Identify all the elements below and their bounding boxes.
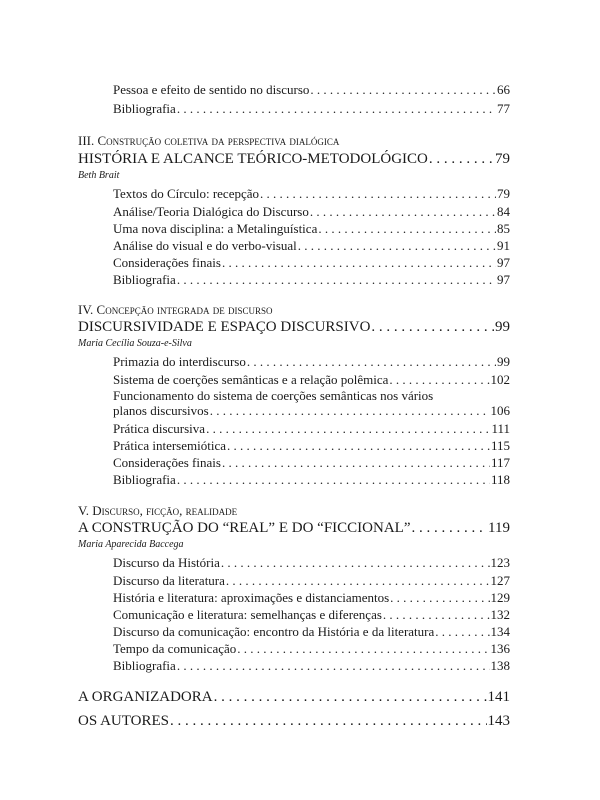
entry-title: A ORGANIZADORA [78, 689, 213, 705]
chapter-title-entry [78, 150, 510, 168]
entry-page: 106 [490, 403, 510, 418]
dot-leader [177, 472, 490, 488]
entry-page: 97 [497, 272, 510, 287]
entry-title: Comunicação e literatura: semelhanças e diferenças [113, 607, 382, 622]
section-subtitle: Construção coletiva da perspectiva dialógica [97, 133, 340, 148]
dot-leader [206, 421, 490, 437]
toc-entry [113, 238, 510, 254]
toc-entry [113, 204, 510, 220]
entry-title: Discurso da comunicação: encontro da História e da literatura [113, 624, 435, 639]
dot-leader [170, 712, 487, 730]
entry-page: 129 [490, 590, 510, 605]
entry-page: 99 [497, 354, 510, 369]
entry-title-line1: Funcionamento do sistema de coerções semânticas nos vários [113, 388, 434, 403]
toc-entry [113, 590, 510, 606]
entry-title: Análise/Teoria Dialógica do Discurso [113, 204, 309, 219]
dot-leader [222, 255, 496, 271]
toc-entry [113, 607, 510, 623]
chapter-title-entry [78, 519, 510, 537]
dot-leader [177, 658, 490, 674]
chapter-title: HISTÓRIA E ALCANCE TEÓRICO-METODOLÓGICO [78, 151, 428, 167]
entry-title: OS AUTORES [78, 713, 169, 729]
entry-title: Discurso da História [113, 555, 220, 570]
dot-leader [210, 403, 490, 419]
dot-leader [435, 624, 489, 640]
section-number: IV. [78, 302, 94, 317]
entry-page: 115 [490, 438, 510, 453]
dot-leader [411, 519, 487, 537]
toc-entry [113, 555, 510, 571]
toc-entry [113, 641, 510, 657]
entry-page: 143 [487, 713, 510, 729]
entry-page: 138 [490, 658, 510, 673]
entry-page: 132 [490, 607, 510, 622]
toc-entry [113, 186, 510, 202]
toc-entry [113, 221, 510, 237]
dot-leader [177, 272, 496, 288]
dot-leader [247, 354, 496, 370]
entry-title: Análise do visual e do verbo-visual [113, 238, 297, 253]
dot-leader [371, 318, 494, 336]
toc-entry [113, 624, 510, 640]
entry-title: Primazia do interdiscurso [113, 354, 246, 369]
entry-title: Bibliografia [113, 272, 176, 287]
chapter-author: Beth Brait [78, 170, 120, 181]
entry-page: 141 [487, 689, 510, 705]
entry-page: 123 [490, 555, 510, 570]
toc-entry [113, 255, 510, 271]
dot-leader [177, 101, 496, 117]
dot-leader [222, 455, 490, 471]
entry-page: 102 [490, 372, 510, 387]
toc-entry [113, 421, 510, 437]
dot-leader [221, 555, 490, 571]
entry-page: 117 [490, 455, 510, 470]
entry-page: 134 [490, 624, 510, 639]
toc-entry [113, 455, 510, 471]
entry-title: Bibliografia [113, 101, 176, 116]
dot-leader [227, 438, 490, 454]
entry-title: Considerações finais [113, 455, 221, 470]
entry-page: 79 [495, 151, 510, 167]
dot-leader [310, 204, 496, 220]
entry-page: 66 [497, 82, 510, 97]
dot-leader [310, 82, 496, 98]
toc-entry [113, 354, 510, 370]
entry-title: Prática discursiva [113, 421, 206, 436]
chapter-author: Maria Cecília Souza-e-Silva [78, 338, 192, 349]
section-subtitle: Concepção integrada de discurso [96, 302, 273, 317]
section-number: V. [78, 503, 89, 518]
entry-title: Prática intersemiótica [113, 438, 226, 453]
dot-leader [226, 573, 490, 589]
toc-entry [113, 101, 510, 117]
entry-title: planos discursivos [113, 403, 209, 418]
toc-entry [113, 472, 510, 488]
section-number: III. [78, 133, 95, 148]
dot-leader [214, 688, 487, 706]
dot-leader [298, 238, 496, 254]
entry-page: 99 [495, 319, 510, 335]
entry-page: 84 [497, 204, 510, 219]
entry-page: 118 [490, 472, 510, 487]
toc-entry [113, 82, 510, 98]
dot-leader [383, 607, 490, 623]
entry-title: Considerações finais [113, 255, 221, 270]
entry-page: 111 [491, 421, 510, 436]
dot-leader [390, 590, 489, 606]
entry-title: Bibliografia [113, 658, 176, 673]
entry-title: Tempo da comunicação [113, 641, 237, 656]
entry-page: 97 [497, 255, 510, 270]
toc-entry-authors [78, 712, 510, 730]
entry-title: Textos do Círculo: recepção [113, 186, 260, 201]
entry-page: 127 [490, 573, 510, 588]
toc-entry [113, 438, 510, 454]
section-heading [78, 503, 237, 519]
entry-page: 119 [488, 520, 510, 536]
section-subtitle: Discurso, ficção, realidade [92, 503, 238, 518]
chapter-title: A CONSTRUÇÃO DO “REAL” E DO “FICCIONAL” [78, 520, 411, 536]
toc-entry [113, 573, 510, 589]
chapter-author: Maria Aparecida Baccega [78, 539, 184, 550]
dot-leader [237, 641, 489, 657]
dot-leader [318, 221, 496, 237]
section-heading [78, 133, 339, 149]
section-heading [78, 302, 272, 318]
dot-leader [429, 150, 494, 168]
entry-page: 77 [497, 101, 510, 116]
entry-page: 136 [490, 641, 510, 656]
entry-title: Bibliografia [113, 472, 176, 487]
toc-entry [113, 658, 510, 674]
entry-title: Sistema de coerções semânticas e a relação polêmica [113, 372, 389, 387]
toc-entry-organizer [78, 688, 510, 706]
dot-leader [260, 186, 496, 202]
chapter-title: DISCURSIVIDADE E ESPAÇO DISCURSIVO [78, 319, 371, 335]
toc-entry [113, 372, 510, 388]
toc-entry [113, 272, 510, 288]
entry-title: História e literatura: aproximações e distanciamentos [113, 590, 390, 605]
entry-title: Discurso da literatura [113, 573, 225, 588]
toc-entry [113, 403, 510, 419]
entry-title: Uma nova disciplina: a Metalinguística [113, 221, 318, 236]
entry-page: 79 [497, 186, 510, 201]
chapter-title-entry [78, 318, 510, 336]
entry-page: 85 [497, 221, 510, 236]
dot-leader [389, 372, 489, 388]
entry-page: 91 [497, 238, 510, 253]
entry-title: Pessoa e efeito de sentido no discurso [113, 82, 310, 97]
